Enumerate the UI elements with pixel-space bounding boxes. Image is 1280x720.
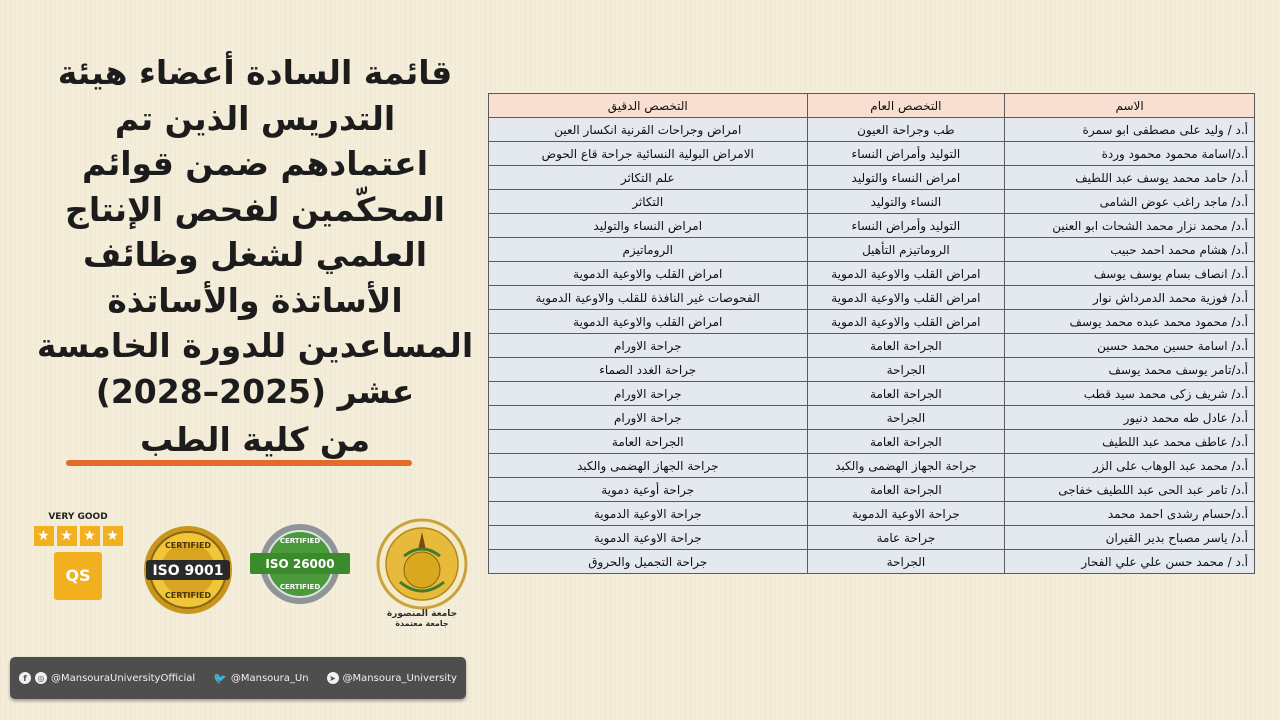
- iso-26000-label: ISO 26000: [265, 557, 335, 571]
- iso-9001-bottom-text: CERTIFIED: [164, 591, 212, 600]
- cell-general-specialty: الجراحة: [807, 550, 1005, 574]
- cell-name: أ.د/اسامة محمود محمود وردة: [1005, 142, 1255, 166]
- cell-sub-specialty: جراحة الاورام: [489, 334, 808, 358]
- iso-9001-badge: [142, 524, 234, 616]
- iso-26000-badge: [250, 522, 350, 606]
- mansoura-university-seal: [376, 512, 468, 628]
- title-underline-divider: [66, 460, 412, 466]
- iso-26000-top-text: CERTIFIED: [279, 537, 321, 545]
- cell-sub-specialty: علم التكاثر: [489, 166, 808, 190]
- table-row: [489, 262, 1255, 286]
- title-line: عشر (2025–2028): [95, 371, 415, 411]
- cell-sub-specialty: امراض وجراحات القرنية انكسار العين: [489, 118, 808, 142]
- cell-sub-specialty: الفحوصات غير النافذة للقلب والاوعية الدموية: [489, 286, 808, 310]
- title-line: المساعدين للدورة الخامسة: [36, 326, 474, 365]
- cell-sub-specialty: جراحة التجميل والحروق: [489, 550, 808, 574]
- qs-logo: QS: [54, 552, 102, 600]
- cell-general-specialty: امراض القلب والاوعية الدموية: [807, 262, 1005, 286]
- cell-name: أ.د/ تامر عبد الحى عبد اللطيف خفاجى: [1005, 478, 1255, 502]
- cell-sub-specialty: جراحة الاورام: [489, 406, 808, 430]
- cell-general-specialty: الجراحة: [807, 358, 1005, 382]
- column-header-general: التخصص العام: [807, 94, 1005, 118]
- cell-general-specialty: امراض القلب والاوعية الدموية: [807, 286, 1005, 310]
- cell-general-specialty: جراحة الاوعية الدموية: [807, 502, 1005, 526]
- cell-name: أ.د/ فوزية محمد الدمرداش نوار: [1005, 286, 1255, 310]
- table-row: [489, 430, 1255, 454]
- cell-sub-specialty: جراحة الغدد الصماء: [489, 358, 808, 382]
- cell-general-specialty: جراحة عامة: [807, 526, 1005, 550]
- cell-sub-specialty: الروماتيزم: [489, 238, 808, 262]
- cell-general-specialty: امراض القلب والاوعية الدموية: [807, 310, 1005, 334]
- column-header-name: الاسم: [1005, 94, 1255, 118]
- table-row: [489, 238, 1255, 262]
- title-line: قائمة السادة أعضاء هيئة: [57, 53, 453, 92]
- telegram-icon: ➤: [327, 672, 339, 684]
- social-facebook-instagram[interactable]: [19, 672, 195, 684]
- cell-general-specialty: التوليد وأمراض النساء: [807, 214, 1005, 238]
- social-media-bar: [10, 657, 466, 699]
- table-row: [489, 286, 1255, 310]
- social-telegram[interactable]: [327, 672, 457, 684]
- table-row: [489, 454, 1255, 478]
- cell-name: أ.د/ محمد عبد الوهاب على الزر: [1005, 454, 1255, 478]
- cell-sub-specialty: جراحة الاوعية الدموية: [489, 502, 808, 526]
- iso-9001-label: ISO 9001: [152, 563, 224, 579]
- cell-general-specialty: الجراحة العامة: [807, 382, 1005, 406]
- cell-general-specialty: الجراحة: [807, 406, 1005, 430]
- title-text: [30, 50, 480, 414]
- title-line: المحكّمين لفحص الإنتاج: [65, 189, 445, 229]
- cell-name: أ.د/ عاطف محمد عبد اللطيف: [1005, 430, 1255, 454]
- cell-name: أ.د/ عادل طه محمد دنيور: [1005, 406, 1255, 430]
- iso-26000-bottom-text: CERTIFIED: [279, 583, 321, 591]
- facebook-handle: @MansouraUniversityOfficial: [51, 672, 196, 684]
- cell-general-specialty: الجراحة العامة: [807, 334, 1005, 358]
- cell-name: أ.د/ شريف زكى محمد سيد قطب: [1005, 382, 1255, 406]
- iso-9001-top-text: CERTIFIED: [164, 541, 212, 550]
- table-header-row: [489, 94, 1255, 118]
- cell-general-specialty: امراض النساء والتوليد: [807, 166, 1005, 190]
- cell-name: أ.د/ محمد نزار محمد الشحات ابو العنين: [1005, 214, 1255, 238]
- cell-general-specialty: الروماتيزم التأهيل: [807, 238, 1005, 262]
- table-row: [489, 166, 1255, 190]
- title-line: اعتمادهم ضمن قوائم: [81, 144, 429, 183]
- cell-sub-specialty: جراحة أوعية دموية: [489, 478, 808, 502]
- cell-name: أ.د/تامر يوسف محمد يوسف: [1005, 358, 1255, 382]
- star-icon: ★: [34, 526, 54, 546]
- table-row: [489, 406, 1255, 430]
- table-row: [489, 478, 1255, 502]
- cell-general-specialty: الجراحة العامة: [807, 430, 1005, 454]
- table-row: [489, 358, 1255, 382]
- cell-sub-specialty: جراحة الاوعية الدموية: [489, 526, 808, 550]
- table-row: [489, 118, 1255, 142]
- title-line: العلمي لشغل وظائف: [82, 235, 428, 274]
- star-icon: ★: [57, 526, 77, 546]
- seal-caption-1: جامعة المنصورة: [386, 609, 458, 619]
- qs-rating-badge: [28, 512, 128, 616]
- cell-sub-specialty: الجراحة العامة: [489, 430, 808, 454]
- cell-name: أ.د/ اسامة حسين محمد حسين: [1005, 334, 1255, 358]
- title-line: التدريس الذين تم: [114, 98, 396, 138]
- faculty-subtitle: من كلية الطب: [139, 420, 371, 459]
- star-icon: ★: [80, 526, 100, 546]
- qs-stars: [28, 526, 128, 546]
- cell-name: أ.د/حسام رشدى احمد محمد: [1005, 502, 1255, 526]
- cell-name: أ.د/ محمود محمد عبده محمد يوسف: [1005, 310, 1255, 334]
- table-row: [489, 334, 1255, 358]
- cell-sub-specialty: جراحة الاورام: [489, 382, 808, 406]
- twitter-icon: 🐦: [213, 671, 227, 685]
- cell-general-specialty: الجراحة العامة: [807, 478, 1005, 502]
- table-row: [489, 502, 1255, 526]
- title-line: الأساتذة والأساتذة: [107, 280, 403, 320]
- cell-sub-specialty: جراحة الجهاز الهضمى والكبد: [489, 454, 808, 478]
- cell-name: أ.د / وليد على مصطفى ابو سمرة: [1005, 118, 1255, 142]
- table-row: [489, 214, 1255, 238]
- cell-sub-specialty: التكاثر: [489, 190, 808, 214]
- cell-sub-specialty: الامراض البولية النسائية جراحة قاع الحوض: [489, 142, 808, 166]
- qs-rating-text: VERY GOOD: [48, 512, 108, 522]
- cell-name: أ.د/ انصاف بسام يوسف يوسف: [1005, 262, 1255, 286]
- cell-name: أ.د / محمد حسن علي علي الفحار: [1005, 550, 1255, 574]
- star-icon: ★: [103, 526, 123, 546]
- cell-name: أ.د/ ياسر مصباح بدير القيران: [1005, 526, 1255, 550]
- table-row: [489, 382, 1255, 406]
- table-row: [489, 142, 1255, 166]
- facebook-icon: f: [19, 672, 31, 684]
- cell-name: أ.د/ هشام محمد احمد حبيب: [1005, 238, 1255, 262]
- table-row: [489, 550, 1255, 574]
- table-row: [489, 310, 1255, 334]
- faculty-table: [488, 93, 1255, 574]
- cell-sub-specialty: امراض القلب والاوعية الدموية: [489, 262, 808, 286]
- seal-caption-2: جامعة معتمدة: [395, 619, 449, 628]
- cell-general-specialty: طب وجراحة العيون: [807, 118, 1005, 142]
- cell-sub-specialty: امراض النساء والتوليد: [489, 214, 808, 238]
- cell-general-specialty: التوليد وأمراض النساء: [807, 142, 1005, 166]
- column-header-sub: التخصص الدقيق: [489, 94, 808, 118]
- cell-name: أ.د/ حامد محمد يوسف عبد اللطيف: [1005, 166, 1255, 190]
- table-row: [489, 190, 1255, 214]
- telegram-handle: @Mansoura_University: [342, 672, 457, 684]
- cell-general-specialty: جراحة الجهاز الهضمى والكبد: [807, 454, 1005, 478]
- instagram-icon: ◎: [35, 672, 47, 684]
- page-title: [30, 50, 480, 459]
- cell-name: أ.د/ ماجد راغب عوض الشامى: [1005, 190, 1255, 214]
- table-row: [489, 526, 1255, 550]
- cell-sub-specialty: امراض القلب والاوعية الدموية: [489, 310, 808, 334]
- social-twitter[interactable]: [213, 672, 308, 684]
- cell-general-specialty: النساء والتوليد: [807, 190, 1005, 214]
- twitter-handle: @Mansoura_Un: [230, 672, 309, 684]
